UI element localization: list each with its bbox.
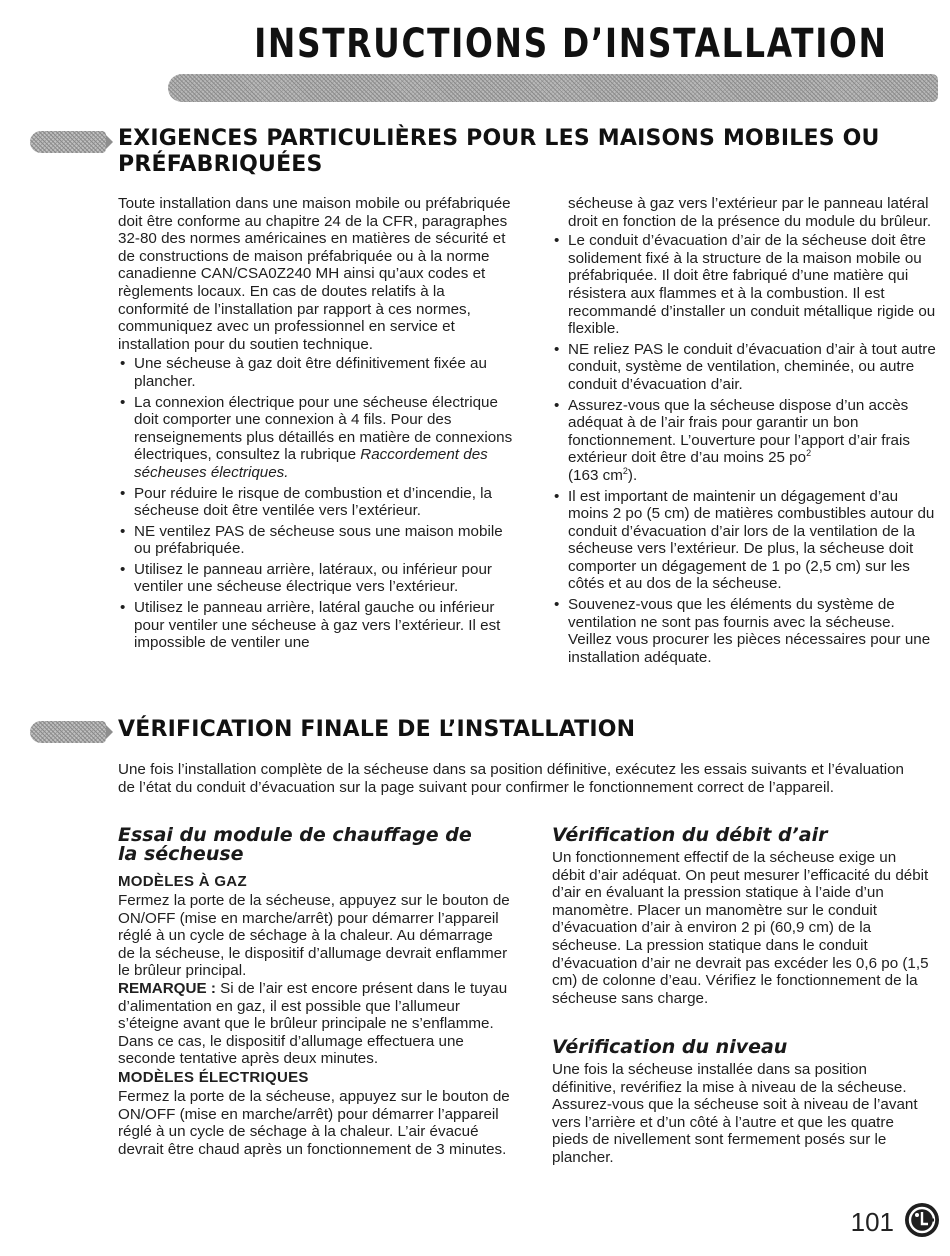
electric-models-heading: MODÈLES ÉLECTRIQUES: [118, 1068, 309, 1086]
heading-line1: Essai du module de chauffage de: [118, 824, 472, 846]
lg-logo-icon: [904, 1202, 940, 1238]
mobile-homes-right-list: [552, 232, 937, 666]
level-heading: Vérification du niveau: [552, 1036, 788, 1058]
list-item: • Pour réduire le risque de combustion et d’incendie, la sécheuse doit être ventilée vers l’extérieur.: [118, 485, 513, 520]
heating-test-column: [118, 826, 513, 1158]
note-paragraph: [118, 980, 513, 1068]
note-label: REMARQUE :: [118, 979, 216, 997]
list-item-text: La connexion électrique pour une sécheuse électrique doit comporter une connexion à 4 fils. Pour des renseignements plus détaillés en matière de connexions électriques, consultez la rubrique: [134, 393, 513, 464]
list-item: [118, 394, 513, 482]
gas-models-text: Fermez la porte de la sécheuse, appuyez sur le bouton de ON/OFF (mise en marche/arrêt) pour démarrer l’appareil réglé à un cycle de séchage à la chaleur. Au démarrage de la sécheuse, le dispositif d’allumage devrait enflammer le brûleur principal.: [118, 892, 510, 980]
list-item: • Souvenez-vous que les éléments du système de ventilation ne sont pas fournis avec la sécheuse. Veillez vous procurer les pièces nécessaires pour une installation adéquate.: [552, 596, 937, 666]
list-item: • NE ventilez PAS de sécheuse sous une maison mobile ou préfabriquée.: [118, 523, 513, 558]
mobile-homes-right-column: [552, 195, 937, 669]
list-item: • Utilisez le panneau arrière, latéraux, ou inférieur pour ventiler une sécheuse électrique vers l’extérieur.: [118, 561, 513, 596]
electric-models-text: Fermez la porte de la sécheuse, appuyez sur le bouton de ON/OFF (mise en marche/arrêt) pour démarrer l’appareil réglé à un cycle de séchage à la chaleur. L’air évacué devrait être chaud après un fonctionnement de 3 minutes.: [118, 1087, 510, 1158]
title-decorative-bar: [168, 74, 938, 102]
heating-test-heading: [118, 826, 513, 864]
section-title-line2: PRÉFABRIQUÉES: [118, 152, 323, 177]
section-marker-icon: [30, 721, 106, 743]
superscript: 2: [806, 448, 812, 459]
gas-models-heading: MODÈLES À GAZ: [118, 873, 247, 890]
airflow-column: [552, 826, 932, 1007]
list-item: • Utilisez le panneau arrière, latéral gauche ou inférieur pour ventiler une sécheuse à gaz vers l’extérieur. Il est impossible de ventiler une: [118, 599, 513, 652]
section-marker-icon: [30, 131, 106, 153]
list-item-text: ).: [627, 466, 638, 484]
mobile-homes-left-column: [118, 195, 513, 655]
superscript: 2: [622, 465, 628, 476]
airflow-text: Un fonctionnement effectif de la sécheuse exige un débit d’air adéquat. On peut mesurer l’efficacité du débit d’air en évaluant la pression statique à l’aide d’un manomètre. Placer un manomètre sur le conduit d’évacuation d’air à environ 2 pi (60,9 cm) de la sécheuse. La pression statique dans le conduit d’évacuation d’air ne devrait pas excéder les 0,6 po (1,5 cm) de colonne d’eau. Vérifiez le fonctionnement de la sécheuse sans charge.: [552, 849, 929, 1007]
cross-reference: Raccordement des sécheuses électriques.: [134, 446, 488, 481]
page-title: INSTRUCTIONS D’INSTALLATION: [254, 21, 888, 67]
list-item: • NE reliez PAS le conduit d’évacuation d’air à tout autre conduit, système de ventilation, cheminée, ou autre conduit d’évacuation d’air.: [552, 341, 937, 394]
section-title-mobile-homes: [118, 126, 880, 178]
note-text: Si de l’air est encore présent dans le tuyau d’alimentation en gaz, il est possible que l’allumeur s’éteigne avant que le brûleur principale ne s’enflamme. Dans ce cas, le dispositif d’allumage effectuera une seconde tentative après deux minutes.: [118, 979, 508, 1068]
final-check-intro: [118, 761, 918, 796]
list-item-text: (163 cm: [568, 466, 623, 484]
mobile-homes-intro: Toute installation dans une maison mobile ou préfabriquée doit être conforme au chapitre 24 de la CFR, paragraphes 32-80 des normes américaines en matières de sécurité et de constructions de maison préfabriquée ou à la norme canadienne CAN/CSA0Z240 MH ainsi qu’aux codes et règlements locaux. En cas de doutes relatifs à la conformité de l’installation par rapport à ces normes, communiquez avec un professionnel en service et installation pour du soutien technique.: [118, 195, 511, 353]
page-number: 101: [850, 1207, 894, 1237]
level-text: Une fois la sécheuse installée dans sa position définitive, revérifiez la mise à niveau de la sécheuse. Assurez-vous que la sécheuse soit à niveau de l’avant vers l’arrière et d’un côté à l’autre et que les quatre pieds de nivellement sont fermement posés sur le plancher.: [552, 1061, 918, 1166]
mobile-homes-left-list: [118, 355, 513, 652]
bullet-continuation: sécheuse à gaz vers l’extérieur par le panneau latéral droit en fonction de la présence du module du brûleur.: [568, 195, 932, 230]
heading-line2: la sécheuse: [118, 843, 244, 865]
level-column: [552, 1038, 932, 1167]
list-item: • Une sécheuse à gaz doit être définitivement fixée au plancher.: [118, 355, 513, 390]
list-item: • Le conduit d’évacuation d’air de la sécheuse doit être solidement fixé à la structure de la maison mobile ou préfabriquée. Il doit être fabriqué d’une matière qui résistera aux flammes et à la combustion. Il est recommandé d’installer un conduit métallique rigide ou flexible.: [552, 232, 937, 338]
section-title-final-check: VÉRIFICATION FINALE DE L’INSTALLATION: [118, 717, 636, 742]
list-item: [552, 397, 937, 485]
airflow-heading: Vérification du débit d’air: [552, 824, 828, 846]
list-item: • Il est important de maintenir un dégagement d’au moins 2 po (5 cm) de matières combustibles autour du conduit d’évacuation d’air lors de la ventilation de la sécheuse vers l’extérieur. De plus, la sécheuse doit comporter un dégagement de 1 po (2,5 cm) sur les côtés et au dos de la sécheuse.: [552, 488, 937, 594]
list-item-text: Assurez-vous que la sécheuse dispose d’un accès adéquat à de l’air frais pour garantir un bon fonctionnement. L’ouverture pour l’apport d’air frais extérieur doit être d’au moins 25 po: [568, 396, 910, 467]
final-check-intro-text: Une fois l’installation complète de la sécheuse dans sa position définitive, exécutez les essais suivants et l’évaluation de l’état du conduit d’évacuation sur la page suivant pour confirmer le fonctionnement correct de l’appareil.: [118, 761, 904, 796]
section-title-line1: EXIGENCES PARTICULIÈRES POUR LES MAISONS MOBILES OU: [118, 126, 880, 151]
